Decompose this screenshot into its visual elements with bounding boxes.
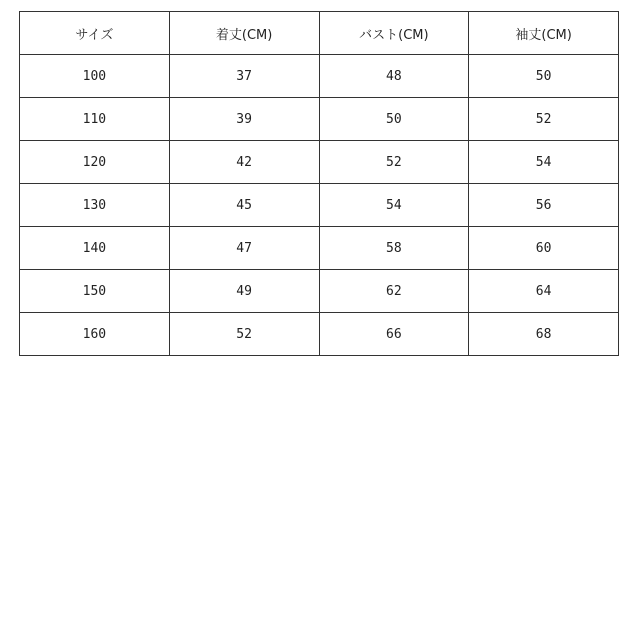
table-row <box>20 227 619 270</box>
cell-size: 160 <box>20 313 170 356</box>
cell-length: 45 <box>169 184 319 227</box>
cell-size: 150 <box>20 270 170 313</box>
cell-sleeve: 50 <box>469 55 619 98</box>
cell-size: 120 <box>20 141 170 184</box>
header-length: 着丈(CM) <box>169 12 319 55</box>
table-row <box>20 270 619 313</box>
cell-bust: 66 <box>319 313 469 356</box>
table-row <box>20 141 619 184</box>
table-row <box>20 55 619 98</box>
cell-sleeve: 68 <box>469 313 619 356</box>
table-row <box>20 98 619 141</box>
cell-size: 100 <box>20 55 170 98</box>
cell-sleeve: 54 <box>469 141 619 184</box>
size-chart-table <box>19 11 619 356</box>
cell-bust: 54 <box>319 184 469 227</box>
cell-size: 140 <box>20 227 170 270</box>
cell-bust: 52 <box>319 141 469 184</box>
header-size: サイズ <box>20 12 170 55</box>
header-sleeve: 袖丈(CM) <box>469 12 619 55</box>
cell-length: 37 <box>169 55 319 98</box>
cell-size: 110 <box>20 98 170 141</box>
cell-length: 49 <box>169 270 319 313</box>
cell-length: 39 <box>169 98 319 141</box>
cell-length: 47 <box>169 227 319 270</box>
cell-length: 42 <box>169 141 319 184</box>
cell-sleeve: 56 <box>469 184 619 227</box>
cell-length: 52 <box>169 313 319 356</box>
cell-sleeve: 64 <box>469 270 619 313</box>
cell-size: 130 <box>20 184 170 227</box>
cell-bust: 58 <box>319 227 469 270</box>
header-bust: バスト(CM) <box>319 12 469 55</box>
cell-bust: 48 <box>319 55 469 98</box>
cell-bust: 50 <box>319 98 469 141</box>
cell-bust: 62 <box>319 270 469 313</box>
table-row <box>20 313 619 356</box>
table-header-row <box>20 12 619 55</box>
cell-sleeve: 52 <box>469 98 619 141</box>
cell-sleeve: 60 <box>469 227 619 270</box>
table-row <box>20 184 619 227</box>
